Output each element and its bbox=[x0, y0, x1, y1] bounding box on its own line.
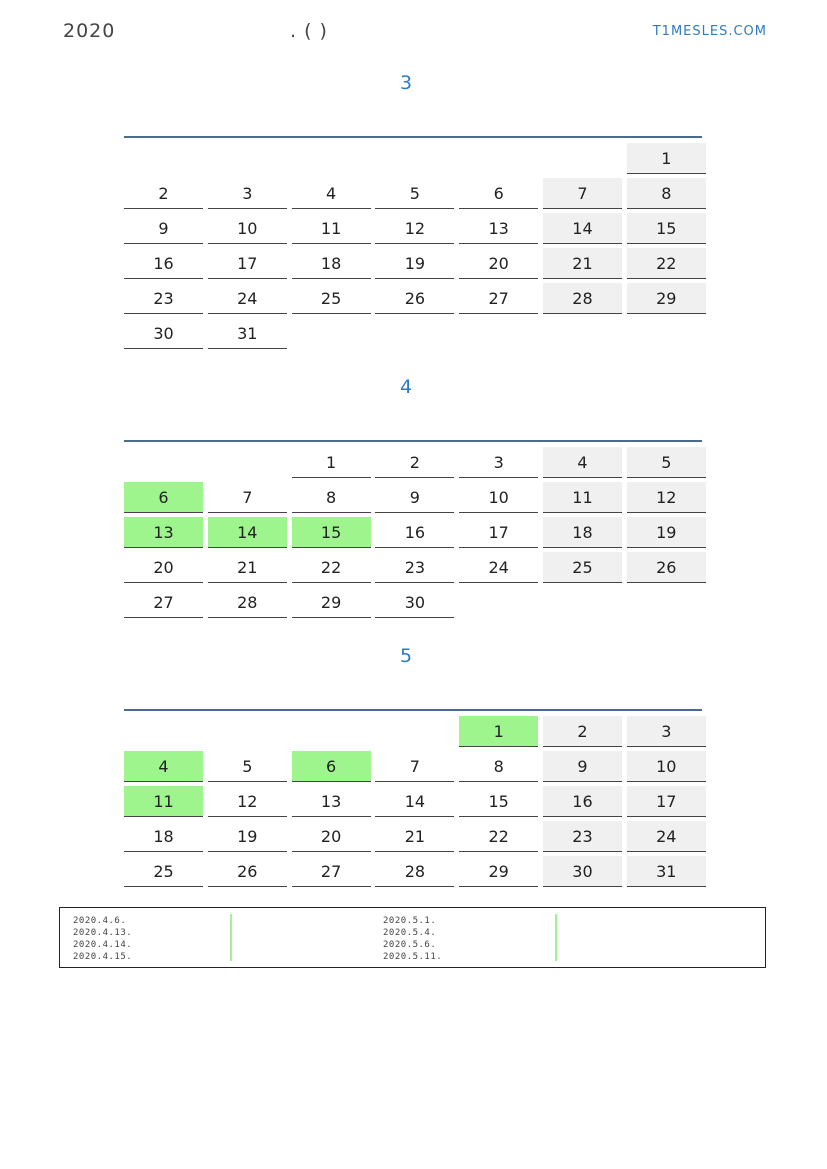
month-title: 5 bbox=[399, 645, 413, 667]
legend-color-mark bbox=[230, 914, 232, 961]
calendar-day: 24 bbox=[627, 821, 706, 852]
calendar-day: 22 bbox=[292, 552, 371, 583]
calendar-empty-cell bbox=[292, 716, 371, 747]
calendar-day: 22 bbox=[627, 248, 706, 279]
calendar-day: 26 bbox=[375, 283, 454, 314]
calendar-day: 2 bbox=[375, 447, 454, 478]
site-link[interactable]: T1MESLES.COM bbox=[652, 24, 767, 39]
month-calendar bbox=[124, 440, 702, 618]
calendar-day: 6 bbox=[292, 751, 371, 782]
calendar-day: 15 bbox=[627, 213, 706, 244]
legend-entry: 2020.5.4. bbox=[383, 928, 437, 938]
calendar-day: 2 bbox=[543, 716, 622, 747]
calendar-empty-cell bbox=[208, 716, 287, 747]
calendar-empty-cell bbox=[292, 143, 371, 174]
calendar-empty-cell bbox=[459, 318, 538, 349]
calendar-day: 5 bbox=[627, 447, 706, 478]
calendar-day: 15 bbox=[292, 517, 371, 548]
calendar-day: 20 bbox=[459, 248, 538, 279]
calendar-empty-cell bbox=[124, 716, 203, 747]
calendar-day: 14 bbox=[543, 213, 622, 244]
calendar-day: 9 bbox=[543, 751, 622, 782]
calendar-day: 19 bbox=[627, 517, 706, 548]
calendar-day: 5 bbox=[208, 751, 287, 782]
calendar-day: 1 bbox=[627, 143, 706, 174]
legend-column-april bbox=[73, 915, 132, 963]
calendar-day: 8 bbox=[292, 482, 371, 513]
calendar-empty-cell bbox=[375, 716, 454, 747]
calendar-day: 13 bbox=[459, 213, 538, 244]
calendar-day: 13 bbox=[124, 517, 203, 548]
calendar-day: 24 bbox=[208, 283, 287, 314]
calendar-day: 8 bbox=[459, 751, 538, 782]
calendar-day: 23 bbox=[543, 821, 622, 852]
calendar-empty-cell bbox=[375, 318, 454, 349]
calendar-day: 22 bbox=[459, 821, 538, 852]
calendar-day: 1 bbox=[459, 716, 538, 747]
calendar-empty-cell bbox=[543, 587, 622, 618]
calendar-empty-cell bbox=[208, 447, 287, 478]
calendar-day: 16 bbox=[375, 517, 454, 548]
calendar-day: 12 bbox=[208, 786, 287, 817]
calendar-top-rule bbox=[124, 440, 702, 442]
calendar-day: 12 bbox=[375, 213, 454, 244]
calendar-day: 4 bbox=[543, 447, 622, 478]
calendar-day: 15 bbox=[459, 786, 538, 817]
calendar-day: 20 bbox=[124, 552, 203, 583]
month-calendar bbox=[124, 709, 702, 887]
calendar-day: 21 bbox=[375, 821, 454, 852]
calendar-day: 9 bbox=[124, 213, 203, 244]
calendar-day: 18 bbox=[292, 248, 371, 279]
month-title: 3 bbox=[399, 72, 413, 94]
calendar-day: 27 bbox=[292, 856, 371, 887]
calendar-day: 3 bbox=[208, 178, 287, 209]
calendar-day: 10 bbox=[627, 751, 706, 782]
calendar-empty-cell bbox=[459, 143, 538, 174]
calendar-day: 16 bbox=[124, 248, 203, 279]
calendar-empty-cell bbox=[124, 143, 203, 174]
legend-entry: 2020.4.13. bbox=[73, 928, 133, 938]
legend-entry: 2020.4.6. bbox=[73, 916, 127, 926]
calendar-day: 31 bbox=[208, 318, 287, 349]
calendar-day: 11 bbox=[543, 482, 622, 513]
legend-entry: 2020.4.14. bbox=[73, 940, 133, 950]
calendar-day: 16 bbox=[543, 786, 622, 817]
calendar-day: 18 bbox=[124, 821, 203, 852]
calendar-empty-cell bbox=[543, 318, 622, 349]
calendar-day: 25 bbox=[292, 283, 371, 314]
calendar-day: 17 bbox=[459, 517, 538, 548]
calendar-day: 21 bbox=[208, 552, 287, 583]
calendar-empty-cell bbox=[124, 447, 203, 478]
calendar-day: 14 bbox=[375, 786, 454, 817]
calendar-day: 6 bbox=[459, 178, 538, 209]
calendar-day: 13 bbox=[292, 786, 371, 817]
calendar-day: 27 bbox=[459, 283, 538, 314]
legend-column-may bbox=[383, 915, 442, 963]
calendar-day: 10 bbox=[459, 482, 538, 513]
calendar-day: 3 bbox=[627, 716, 706, 747]
calendar-empty-cell bbox=[459, 587, 538, 618]
calendar-day: 28 bbox=[208, 587, 287, 618]
calendar-day: 1 bbox=[292, 447, 371, 478]
calendar-day: 2 bbox=[124, 178, 203, 209]
calendar-day: 19 bbox=[375, 248, 454, 279]
calendar-day: 4 bbox=[292, 178, 371, 209]
calendar-empty-cell bbox=[543, 143, 622, 174]
calendar-grid bbox=[124, 447, 702, 618]
month-title: 4 bbox=[399, 376, 413, 398]
calendar-day: 11 bbox=[124, 786, 203, 817]
year-label: 2020 bbox=[63, 20, 116, 42]
legend-entry: 2020.5.6. bbox=[383, 940, 437, 950]
calendar-day: 6 bbox=[124, 482, 203, 513]
calendar-day: 28 bbox=[543, 283, 622, 314]
calendar-day: 17 bbox=[627, 786, 706, 817]
calendar-day: 29 bbox=[459, 856, 538, 887]
calendar-day: 18 bbox=[543, 517, 622, 548]
calendar-day: 7 bbox=[543, 178, 622, 209]
calendar-day: 5 bbox=[375, 178, 454, 209]
calendar-day: 27 bbox=[124, 587, 203, 618]
calendar-empty-cell bbox=[292, 318, 371, 349]
calendar-empty-cell bbox=[627, 587, 706, 618]
calendar-day: 25 bbox=[124, 856, 203, 887]
calendar-day: 30 bbox=[124, 318, 203, 349]
legend-entry: 2020.5.11. bbox=[383, 952, 443, 962]
calendar-grid bbox=[124, 716, 702, 887]
calendar-top-rule bbox=[124, 709, 702, 711]
calendar-day: 26 bbox=[208, 856, 287, 887]
holiday-legend bbox=[59, 907, 766, 968]
calendar-top-rule bbox=[124, 136, 702, 138]
calendar-day: 7 bbox=[208, 482, 287, 513]
calendar-day: 30 bbox=[543, 856, 622, 887]
calendar-day: 4 bbox=[124, 751, 203, 782]
calendar-day: 12 bbox=[627, 482, 706, 513]
legend-entry: 2020.5.1. bbox=[383, 916, 437, 926]
calendar-day: 29 bbox=[292, 587, 371, 618]
month-calendar bbox=[124, 136, 702, 349]
legend-entry: 2020.4.15. bbox=[73, 952, 133, 962]
calendar-day: 17 bbox=[208, 248, 287, 279]
calendar-day: 23 bbox=[375, 552, 454, 583]
legend-color-mark bbox=[555, 914, 557, 961]
calendar-day: 29 bbox=[627, 283, 706, 314]
header-separator: . ( ) bbox=[290, 20, 328, 42]
calendar-day: 28 bbox=[375, 856, 454, 887]
calendar-empty-cell bbox=[208, 143, 287, 174]
calendar-grid bbox=[124, 143, 702, 349]
calendar-empty-cell bbox=[627, 318, 706, 349]
calendar-day: 3 bbox=[459, 447, 538, 478]
page-header bbox=[63, 20, 328, 42]
calendar-day: 31 bbox=[627, 856, 706, 887]
calendar-day: 20 bbox=[292, 821, 371, 852]
calendar-day: 23 bbox=[124, 283, 203, 314]
calendar-day: 19 bbox=[208, 821, 287, 852]
calendar-day: 8 bbox=[627, 178, 706, 209]
calendar-day: 25 bbox=[543, 552, 622, 583]
calendar-day: 14 bbox=[208, 517, 287, 548]
calendar-day: 11 bbox=[292, 213, 371, 244]
calendar-day: 26 bbox=[627, 552, 706, 583]
calendar-empty-cell bbox=[375, 143, 454, 174]
calendar-day: 9 bbox=[375, 482, 454, 513]
calendar-day: 21 bbox=[543, 248, 622, 279]
calendar-day: 24 bbox=[459, 552, 538, 583]
calendar-day: 7 bbox=[375, 751, 454, 782]
calendar-day: 10 bbox=[208, 213, 287, 244]
calendar-day: 30 bbox=[375, 587, 454, 618]
